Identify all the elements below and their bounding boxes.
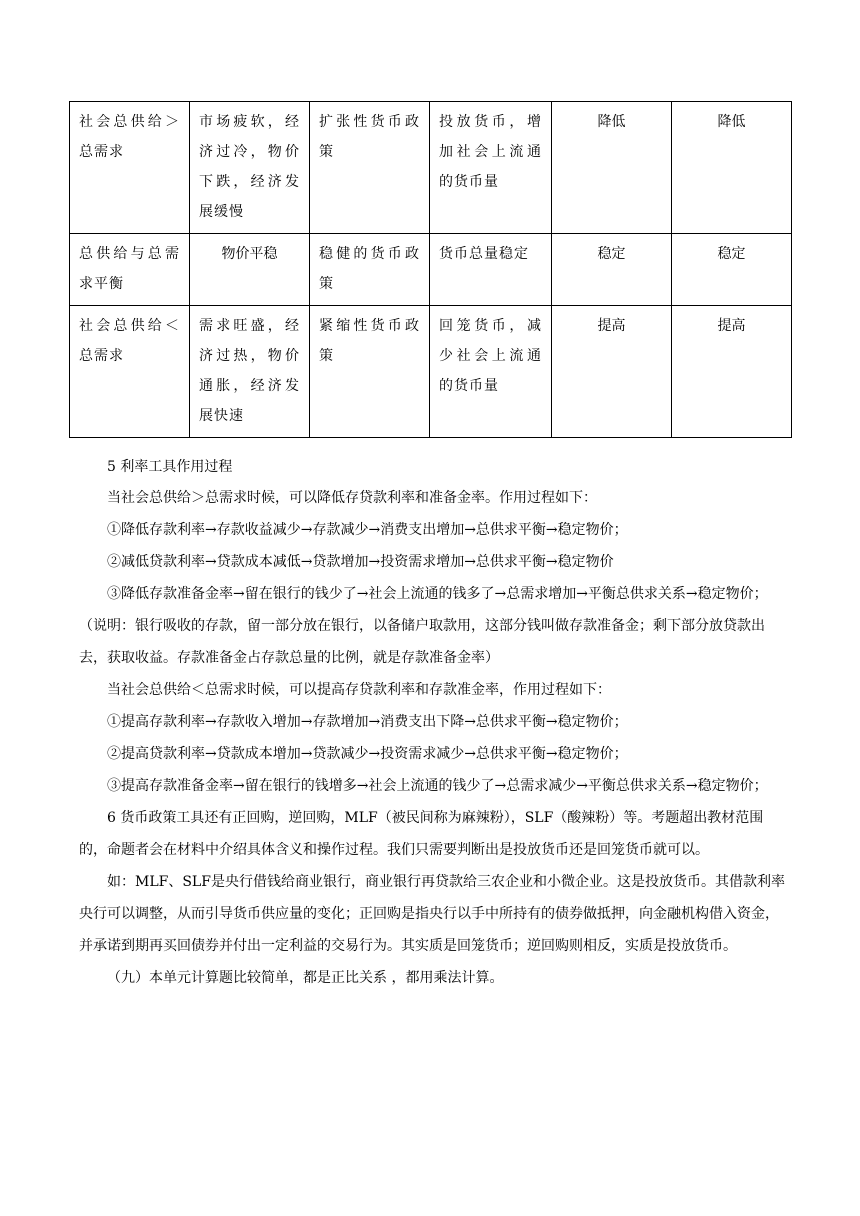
table-cell-condition: 社会总供给＜总需求	[70, 306, 190, 438]
table-cell-policy: 紧缩性货币政策	[310, 306, 430, 438]
paragraph: ②减低贷款利率→贷款成本减低→贷款增加→投资需求增加→总供求平衡→稳定物价	[107, 554, 614, 570]
table-cell-rate: 降低	[552, 102, 672, 234]
table-cell-action: 货币总量稳定	[430, 234, 552, 306]
paragraph: 当社会总供给＜总需求时候，可以提高存贷款利率和存款准金率，作用过程如下：	[107, 682, 611, 698]
paragraph: ②提高贷款利率→贷款成本增加→贷款减少→投资需求减少→总供求平衡→稳定物价；	[107, 746, 628, 762]
table-cell-reserve: 稳定	[672, 234, 792, 306]
table-cell-policy: 扩张性货币政策	[310, 102, 430, 234]
table-row	[70, 102, 792, 234]
table-cell-rate: 稳定	[552, 234, 672, 306]
table-cell-action: 投放货币，增加社会上流通的货币量	[430, 102, 552, 234]
body-text	[79, 452, 786, 994]
table-cell-economy: 需求旺盛，经济过热，物价通胀，经济发展快速	[190, 306, 310, 438]
paragraph: 当社会总供给＞总需求时候，可以降低存贷款利率和准备金率。作用过程如下：	[107, 490, 597, 506]
paragraph: ①降低存款利率→存款收益减少→存款减少→消费支出增加→总供求平衡→稳定物价；	[107, 522, 628, 538]
table-row	[70, 306, 792, 438]
paragraph: 6 货币政策工具还有正回购，逆回购，MLF（被民间称为麻辣粉），SLF（酸辣粉）等。考题超出教材范围的，命题者会在材料中介绍具体含义和操作过程。我们只需要判断出是投放货币还是回笼货币就可以。	[79, 810, 764, 858]
paragraph: 如：MLF、SLF是央行借钱给商业银行，商业银行再贷款给三农企业和小微企业。这是投放货币。其借款利率央行可以调整，从而引导货币供应量的变化；正回购是指央行以手中所持有的债券做抵押，向金融机构借入资金，并承诺到期再买回债券并付出一定利益的交易行为。其实质是回笼货币；逆回购则相反，实质是投放货币。	[79, 874, 785, 954]
section-heading: 5 利率工具作用过程	[107, 459, 233, 475]
table-cell-action: 回笼货币，减少社会上流通的货币量	[430, 306, 552, 438]
table-cell-rate: 提高	[552, 306, 672, 438]
paragraph: ①提高存款利率→存款收入增加→存款增加→消费支出下降→总供求平衡→稳定物价；	[107, 714, 628, 730]
table-cell-economy: 物价平稳	[190, 234, 310, 306]
table-cell-condition: 总供给与总需求平衡	[70, 234, 190, 306]
table-cell-reserve: 降低	[672, 102, 792, 234]
paragraph: ③提高存款准备金率→留在银行的钱增多→社会上流通的钱少了→总需求减少→平衡总供求关系→稳定物价；	[107, 778, 768, 794]
paragraph: ③降低存款准备金率→留在银行的钱少了→社会上流通的钱多了→总需求增加→平衡总供求关系→稳定物价；（说明：银行吸收的存款，留一部分放在银行，以备储户取款用，这部分钱叫做存款准备金；剩下部分放贷款出去，获取收益。存款准备金占存款总量的比例，就是存款准备金率）	[79, 586, 768, 666]
table-cell-reserve: 提高	[672, 306, 792, 438]
monetary-policy-table	[69, 101, 792, 438]
table-cell-economy: 市场疲软，经济过冷，物价下跌，经济发展缓慢	[190, 102, 310, 234]
table-cell-condition: 社会总供给＞总需求	[70, 102, 190, 234]
paragraph: （九）本单元计算题比较简单，都是正比关系 ，都用乘法计算。	[107, 970, 504, 986]
table-row	[70, 234, 792, 306]
table-cell-policy: 稳健的货币政策	[310, 234, 430, 306]
